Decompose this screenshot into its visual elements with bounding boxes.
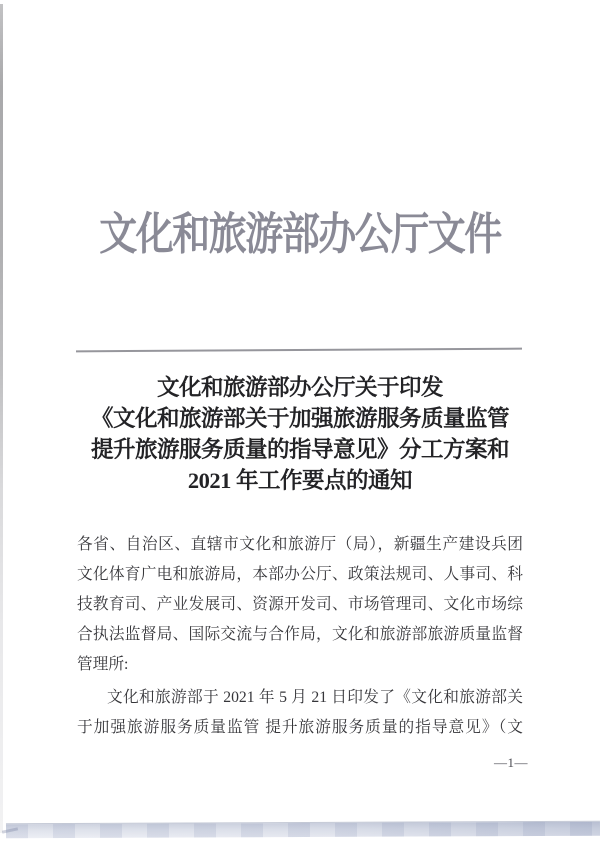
document-title-line-4: 2021 年工作要点的通知 <box>187 468 413 493</box>
header-divider-line <box>76 348 522 353</box>
document-title-line-3: 提升旅游服务质量的指导意见》分工方案和 <box>90 437 509 462</box>
recipients-line-3: 技教育司、产业发展司、资源开发司、市场管理司、文化市场综 <box>77 596 523 613</box>
scan-bottom-edge-artifact <box>6 821 600 839</box>
letterhead-title: 文化和旅游部办公厅文件 <box>99 210 501 260</box>
scan-left-edge-artifact <box>0 4 3 833</box>
recipients-line-2: 文化体育广电和旅游局，本部办公厅、政策法规司、人事司、科 <box>77 566 523 583</box>
document-title-line-1: 文化和旅游部办公厅关于印发 <box>156 375 443 400</box>
document-body <box>77 530 523 743</box>
recipients-line-5: 管理所: <box>77 656 129 673</box>
document-title-line-2: 《文化和旅游部关于加强旅游服务质量监管 <box>90 406 509 431</box>
recipients-line-4: 合执法监督局、国际交流与合作局，文化和旅游部旅游质量监督 <box>77 626 523 643</box>
document-title <box>40 372 560 496</box>
page-number: —1— <box>494 755 528 770</box>
body-paragraph-line-2: 于加强旅游服务质量监管 提升旅游服务质量的指导意见》（文 <box>77 719 523 736</box>
recipients-line-1: 各省、自治区、直辖市文化和旅游厅（局），新疆生产建设兵团 <box>77 536 523 553</box>
body-paragraph-line-1: 文化和旅游部于 2021 年 5 月 21 日印发了《文化和旅游部关 <box>107 689 523 706</box>
